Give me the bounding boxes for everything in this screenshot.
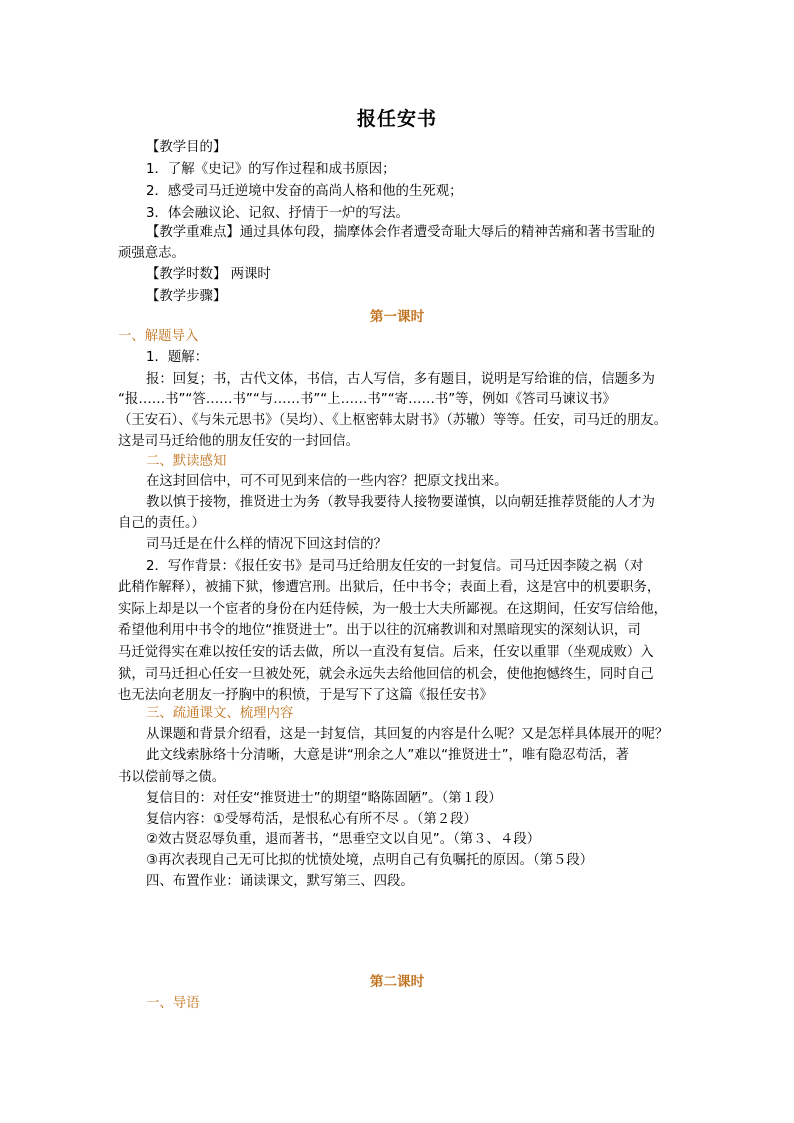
section-1-heading: 一、解题导入 [118,329,199,344]
lesson-2-heading: 第二课时 [369,974,425,990]
paragraph-1-line-4: 这是司马迁给他的朋友任安的一封回信。 [118,434,360,449]
title-explanation-label: 1．题解： [146,350,209,365]
lesson-1-heading: 第一课时 [369,309,425,325]
reply-purpose: 复信目的：对任安“推贤进士”的期望“略陈固陋”。（第１段） [146,791,502,806]
goal-item-2: 2．感受司马迁逆境中发奋的高尚人格和他的生死观； [146,184,463,199]
paragraph-4-line-1: 此文线索脉络十分清晰，大意是讲“刑余之人”难以“推贤进士”，唯有隐忍苟活，著 [146,748,630,763]
paragraph-3-line-7: 也无法向老朋友一抒胸中的积愤，于是写下了这篇《报任安书》 [118,688,493,703]
key-difficulty-line-cont: 顽强意志。 [118,246,185,261]
key-difficulty-line: 【教学重难点】通过具体句段，揣摩体会作者遭受奇耻大辱后的精神苦痛和著书雪耻的 [146,225,655,240]
teaching-goal-heading: 【教学目的】 [146,140,227,155]
paragraph-4-line-2: 书以偿前辱之债。 [118,770,226,785]
paragraph-2-line-1: 教以慎于接物，推贤进士为务（教导我要待人接物要谨慎，以向朝廷推荐贤能的人才为 [146,495,655,510]
goal-item-1: 1．了解《史记》的写作过程和成书原因； [146,162,396,177]
paragraph-3-line-1: 2．写作背景：《报任安书》是司马迁给朋友任安的一封复信。司马迁因李陵之祸（对 [146,559,644,574]
section-2-heading: 二、默读感知 [146,454,227,469]
reply-content-2: ②效古贤忍辱负重，退而著书，“思垂空文以自见”。（第３、４段） [146,832,541,847]
goal-item-3: 3．体会融议论、记叙、抒情于一炉的写法。 [146,206,409,221]
document-title: 报任安书 [356,108,437,130]
paragraph-1-line-1: 报：回复；书，古代文体，书信，古人写信，多有题目，说明是写给谁的信，信题多为 [146,372,655,387]
question-2: 司马迁是在什么样的情况下回这封信的？ [146,537,388,552]
paragraph-3-line-6: 狱，司马迁担心任安一旦被处死，就会永远失去给他回信的机会，使他抱憾终生，同时自己 [118,667,654,682]
paragraph-3-line-4: 希望他利用中书令的地位“推贤进士”。出于以往的沉痛教训和对黑暗现实的深刻认识，司 [118,623,641,638]
paragraph-2-line-2: 自己的责任。） [118,516,206,531]
section-3-heading: 三、疏通课文、梳理内容 [146,706,294,721]
question-1: 在这封回信中，可不可见到来信的一些内容？把原文找出来。 [146,474,508,489]
teaching-hours: 【教学时数】 两课时 [146,267,271,282]
paragraph-1-line-2: “报……书”“答……书”“与……书”“上……书”“寄……书”等，例如《答司马谏议书》 [118,392,616,407]
paragraph-1-line-3: （王安石）、《与朱元思书》（吴均）、《上枢密韩太尉书》（苏辙）等等。任安，司马迁的朋友。 [118,413,667,428]
section-4-heading: 一、导语 [146,996,200,1011]
question-3: 从课题和背景介绍看，这是一封复信，其回复的内容是什么呢？又是怎样具体展开的呢？ [146,727,669,742]
reply-content-1: 复信内容：①受辱苟活，是恨私心有所不尽 。（第２段） [146,812,477,827]
paragraph-3-line-5: 马迁觉得实在难以按任安的话去做，所以一直没有复信。后来，任安以重罪（坐观成败）入 [118,645,654,660]
homework-line: 四、布置作业：诵读课文，默写第三、四段。 [146,874,414,889]
teaching-steps-heading: 【教学步骤】 [146,289,227,304]
reply-content-3: ③再次表现自己无可比拟的忧愤处境，点明自己有负嘱托的原因。（第５段） [146,853,594,868]
paragraph-3-line-2: 此稍作解释），被捕下狱，惨遭宫刑。出狱后，任中书令；表面上看，这是宫中的机要职务， [118,580,661,595]
paragraph-3-line-3: 实际上却是以一个宦者的身份在内廷侍候，为一般士大夫所鄙视。在这期间，任安写信给他， [118,602,668,617]
